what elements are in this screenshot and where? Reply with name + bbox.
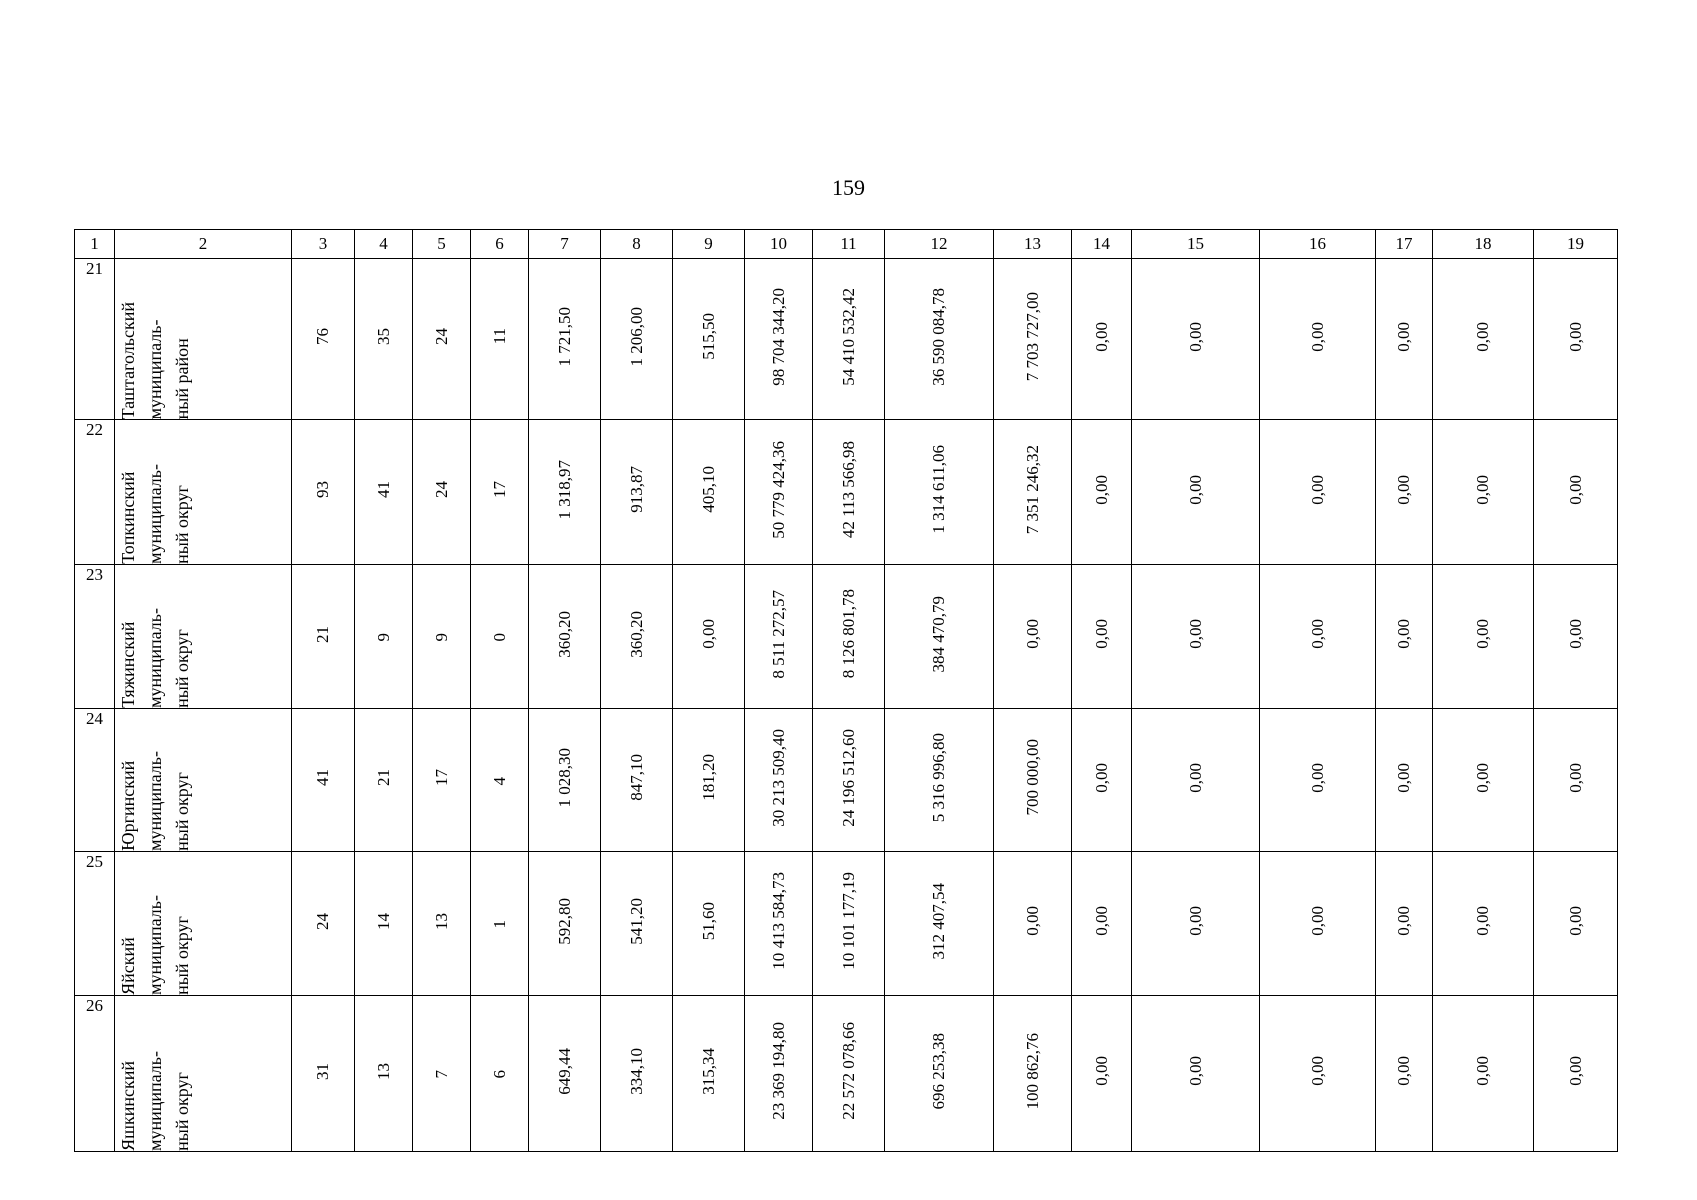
value-cell bbox=[813, 996, 885, 1152]
value-cell bbox=[994, 852, 1072, 996]
value-cell bbox=[994, 565, 1072, 709]
value-cell bbox=[1433, 565, 1534, 709]
cell-value: 1 721,50 bbox=[554, 306, 574, 367]
cell-value: 312 407,54 bbox=[929, 882, 948, 960]
cell-value: 696 253,38 bbox=[929, 1032, 948, 1110]
value-cell bbox=[529, 996, 601, 1152]
cell-value: 10 413 584,73 bbox=[768, 872, 788, 970]
municipality-cell bbox=[115, 852, 292, 996]
column-number: 8 bbox=[601, 230, 673, 259]
cell-value: 100 862,76 bbox=[1022, 1032, 1042, 1110]
value-cell bbox=[673, 420, 745, 565]
municipality-name: Юргинский муниципаль- ный округ bbox=[118, 751, 192, 851]
value-cell bbox=[413, 852, 471, 996]
cell-value: 847,10 bbox=[626, 754, 646, 801]
value-cell bbox=[673, 565, 745, 709]
cell-value: 0,00 bbox=[1473, 474, 1492, 505]
table-row bbox=[75, 565, 1618, 709]
cell-value: 0,00 bbox=[1307, 762, 1327, 793]
cell-value: 0,00 bbox=[1307, 906, 1327, 936]
column-number: 1 bbox=[75, 230, 115, 259]
cell-value: 649,44 bbox=[554, 1047, 574, 1095]
cell-value: 0,00 bbox=[1307, 321, 1327, 352]
cell-value: 360,20 bbox=[554, 610, 574, 658]
cell-value: 30 213 509,40 bbox=[768, 728, 788, 827]
cell-value: 1 bbox=[489, 920, 509, 929]
value-cell bbox=[413, 996, 471, 1152]
municipality-cell bbox=[115, 709, 292, 852]
value-cell bbox=[885, 565, 994, 709]
cell-value: 93 bbox=[313, 481, 332, 498]
value-cell bbox=[355, 852, 413, 996]
cell-value: 35 bbox=[373, 328, 393, 345]
column-number: 19 bbox=[1534, 230, 1618, 259]
value-cell bbox=[529, 852, 601, 996]
cell-value: 54 410 532,42 bbox=[838, 287, 858, 386]
table-row bbox=[75, 852, 1618, 996]
cell-value: 0,00 bbox=[1565, 474, 1585, 505]
value-cell bbox=[1534, 996, 1618, 1152]
cell-value: 0,00 bbox=[1091, 474, 1111, 505]
value-cell bbox=[994, 259, 1072, 420]
cell-value: 7 bbox=[431, 1070, 451, 1079]
cell-value: 76 bbox=[313, 328, 332, 345]
value-cell bbox=[471, 852, 529, 996]
value-cell bbox=[745, 852, 813, 996]
cell-value: 0,00 bbox=[1394, 619, 1413, 649]
cell-value: 384 470,79 bbox=[929, 595, 948, 673]
cell-value: 0,00 bbox=[1185, 762, 1205, 793]
cell-value: 1 318,97 bbox=[554, 459, 574, 520]
value-cell bbox=[1072, 852, 1132, 996]
value-cell bbox=[1132, 259, 1260, 420]
cell-value: 0,00 bbox=[1022, 619, 1042, 649]
column-number: 5 bbox=[413, 230, 471, 259]
cell-value: 24 bbox=[313, 912, 332, 930]
value-cell bbox=[813, 709, 885, 852]
value-cell bbox=[1534, 259, 1618, 420]
cell-value: 0,00 bbox=[1565, 906, 1585, 936]
value-cell bbox=[413, 420, 471, 565]
value-cell bbox=[745, 420, 813, 565]
value-cell bbox=[1433, 709, 1534, 852]
cell-value: 4 bbox=[489, 776, 509, 785]
page-number: 159 bbox=[832, 175, 865, 200]
cell-value: 6 bbox=[489, 1070, 509, 1079]
value-cell bbox=[601, 259, 673, 420]
value-cell bbox=[1072, 259, 1132, 420]
column-number: 10 bbox=[745, 230, 813, 259]
cell-value: 0,00 bbox=[1565, 1056, 1585, 1086]
value-cell bbox=[601, 420, 673, 565]
cell-value: 21 bbox=[373, 769, 393, 786]
cell-value: 0,00 bbox=[1091, 1056, 1111, 1086]
value-cell bbox=[813, 420, 885, 565]
value-cell bbox=[355, 709, 413, 852]
cell-value: 0,00 bbox=[1307, 619, 1327, 649]
cell-value: 0,00 bbox=[1565, 619, 1585, 649]
value-cell bbox=[994, 420, 1072, 565]
value-cell bbox=[813, 852, 885, 996]
value-cell bbox=[1132, 565, 1260, 709]
value-cell bbox=[745, 709, 813, 852]
column-number: 15 bbox=[1132, 230, 1260, 259]
value-cell bbox=[471, 709, 529, 852]
cell-value: 913,87 bbox=[626, 466, 646, 513]
value-cell bbox=[1132, 420, 1260, 565]
value-cell bbox=[355, 996, 413, 1152]
cell-value: 592,80 bbox=[554, 897, 574, 945]
column-number-row bbox=[75, 230, 1618, 259]
cell-value: 0 bbox=[489, 633, 509, 642]
cell-value: 541,20 bbox=[626, 897, 646, 945]
cell-value: 0,00 bbox=[1185, 474, 1205, 505]
value-cell bbox=[529, 709, 601, 852]
cell-value: 0,00 bbox=[1394, 906, 1413, 936]
cell-value: 8 511 272,57 bbox=[768, 589, 788, 679]
table-row bbox=[75, 420, 1618, 565]
value-cell bbox=[885, 709, 994, 852]
cell-value: 31 bbox=[313, 1062, 332, 1080]
column-number: 12 bbox=[885, 230, 994, 259]
cell-value: 334,10 bbox=[626, 1047, 646, 1095]
value-cell bbox=[813, 565, 885, 709]
cell-value: 0,00 bbox=[1307, 474, 1327, 505]
cell-value: 51,60 bbox=[698, 901, 718, 941]
cell-value: 700 000,00 bbox=[1022, 739, 1042, 816]
cell-value: 24 196 512,60 bbox=[838, 728, 858, 827]
value-cell bbox=[601, 709, 673, 852]
municipality-cell bbox=[115, 420, 292, 565]
value-cell bbox=[1132, 996, 1260, 1152]
value-cell bbox=[1376, 259, 1433, 420]
cell-value: 0,00 bbox=[1185, 619, 1205, 649]
municipality-name: Таштагольский муниципаль- ный район bbox=[118, 301, 192, 419]
data-table bbox=[74, 229, 1618, 1152]
cell-value: 41 bbox=[313, 769, 332, 786]
value-cell bbox=[292, 709, 355, 852]
value-cell bbox=[1260, 709, 1376, 852]
table-row bbox=[75, 709, 1618, 852]
value-cell bbox=[413, 259, 471, 420]
column-number: 3 bbox=[292, 230, 355, 259]
value-cell bbox=[885, 259, 994, 420]
value-cell bbox=[355, 420, 413, 565]
cell-value: 98 704 344,20 bbox=[768, 287, 788, 386]
cell-value: 0,00 bbox=[1394, 762, 1413, 793]
row-number: 26 bbox=[75, 996, 115, 1152]
column-number: 13 bbox=[994, 230, 1072, 259]
municipality-name: Топкинский муниципаль- ный округ bbox=[118, 464, 192, 564]
cell-value: 0,00 bbox=[1394, 474, 1413, 505]
value-cell bbox=[994, 709, 1072, 852]
value-cell bbox=[1072, 420, 1132, 565]
row-number: 23 bbox=[75, 565, 115, 709]
cell-value: 0,00 bbox=[1473, 906, 1492, 936]
value-cell bbox=[1433, 996, 1534, 1152]
value-cell bbox=[885, 420, 994, 565]
municipality-name: Яшкинский муниципаль- ный округ bbox=[118, 1051, 192, 1151]
cell-value: 9 bbox=[373, 633, 393, 642]
cell-value: 24 bbox=[431, 481, 451, 498]
value-cell bbox=[292, 420, 355, 565]
value-cell bbox=[813, 259, 885, 420]
value-cell bbox=[529, 565, 601, 709]
cell-value: 42 113 566,98 bbox=[838, 440, 858, 539]
value-cell bbox=[885, 996, 994, 1152]
value-cell bbox=[1433, 420, 1534, 565]
cell-value: 0,00 bbox=[698, 619, 718, 649]
cell-value: 1 028,30 bbox=[554, 747, 574, 808]
value-cell bbox=[1260, 996, 1376, 1152]
value-cell bbox=[1072, 565, 1132, 709]
row-number: 24 bbox=[75, 709, 115, 852]
value-cell bbox=[1433, 259, 1534, 420]
cell-value: 1 206,00 bbox=[626, 306, 646, 367]
value-cell bbox=[601, 996, 673, 1152]
value-cell bbox=[1072, 996, 1132, 1152]
value-cell bbox=[1376, 565, 1433, 709]
value-cell bbox=[1376, 709, 1433, 852]
value-cell bbox=[355, 565, 413, 709]
cell-value: 0,00 bbox=[1394, 1056, 1413, 1086]
value-cell bbox=[673, 852, 745, 996]
value-cell bbox=[1433, 852, 1534, 996]
column-number: 17 bbox=[1376, 230, 1433, 259]
row-number: 22 bbox=[75, 420, 115, 565]
column-number: 6 bbox=[471, 230, 529, 259]
value-cell bbox=[601, 565, 673, 709]
cell-value: 181,20 bbox=[698, 754, 718, 801]
cell-value: 0,00 bbox=[1185, 906, 1205, 936]
column-number: 14 bbox=[1072, 230, 1132, 259]
municipality-cell bbox=[115, 259, 292, 420]
column-number: 16 bbox=[1260, 230, 1376, 259]
column-number: 2 bbox=[115, 230, 292, 259]
value-cell bbox=[292, 996, 355, 1152]
cell-value: 0,00 bbox=[1473, 762, 1492, 793]
value-cell bbox=[471, 565, 529, 709]
value-cell bbox=[994, 996, 1072, 1152]
cell-value: 0,00 bbox=[1022, 906, 1042, 936]
value-cell bbox=[1534, 709, 1618, 852]
value-cell bbox=[1260, 420, 1376, 565]
value-cell bbox=[1260, 852, 1376, 996]
value-cell bbox=[1132, 709, 1260, 852]
cell-value: 41 bbox=[373, 481, 393, 498]
column-number: 18 bbox=[1433, 230, 1534, 259]
value-cell bbox=[1534, 420, 1618, 565]
cell-value: 0,00 bbox=[1091, 906, 1111, 936]
cell-value: 9 bbox=[431, 633, 451, 642]
cell-value: 22 572 078,66 bbox=[838, 1022, 858, 1120]
value-cell bbox=[601, 852, 673, 996]
column-number: 11 bbox=[813, 230, 885, 259]
cell-value: 24 bbox=[431, 328, 451, 345]
value-cell bbox=[745, 259, 813, 420]
municipality-cell bbox=[115, 565, 292, 709]
column-number: 4 bbox=[355, 230, 413, 259]
cell-value: 1 314 611,06 bbox=[929, 445, 948, 534]
cell-value: 36 590 084,78 bbox=[929, 287, 948, 386]
value-cell bbox=[1376, 852, 1433, 996]
value-cell bbox=[292, 259, 355, 420]
cell-value: 315,34 bbox=[698, 1047, 718, 1095]
value-cell bbox=[885, 852, 994, 996]
cell-value: 14 bbox=[373, 912, 393, 930]
cell-value: 13 bbox=[373, 1062, 393, 1080]
value-cell bbox=[1534, 852, 1618, 996]
value-cell bbox=[1260, 565, 1376, 709]
value-cell bbox=[413, 709, 471, 852]
column-number: 9 bbox=[673, 230, 745, 259]
value-cell bbox=[355, 259, 413, 420]
cell-value: 360,20 bbox=[626, 610, 646, 658]
cell-value: 50 779 424,36 bbox=[768, 440, 788, 539]
cell-value: 405,10 bbox=[698, 466, 718, 513]
municipality-name: Яйский муниципаль- ный округ bbox=[118, 895, 192, 995]
cell-value: 0,00 bbox=[1185, 1056, 1205, 1086]
value-cell bbox=[673, 996, 745, 1152]
cell-value: 0,00 bbox=[1307, 1056, 1327, 1086]
cell-value: 0,00 bbox=[1091, 321, 1111, 352]
value-cell bbox=[1260, 259, 1376, 420]
value-cell bbox=[673, 709, 745, 852]
cell-value: 7 351 246,32 bbox=[1022, 444, 1042, 535]
municipality-name: Тяжинский муниципаль- ный округ bbox=[118, 608, 192, 708]
cell-value: 0,00 bbox=[1091, 619, 1111, 649]
value-cell bbox=[413, 565, 471, 709]
cell-value: 515,50 bbox=[698, 313, 718, 360]
cell-value: 13 bbox=[431, 912, 451, 930]
cell-value: 8 126 801,78 bbox=[838, 589, 858, 679]
cell-value: 21 bbox=[313, 625, 332, 643]
cell-value: 0,00 bbox=[1394, 321, 1413, 352]
value-cell bbox=[471, 259, 529, 420]
municipality-cell bbox=[115, 996, 292, 1152]
value-cell bbox=[529, 420, 601, 565]
cell-value: 0,00 bbox=[1185, 321, 1205, 352]
cell-value: 10 101 177,19 bbox=[838, 872, 858, 970]
value-cell bbox=[471, 420, 529, 565]
column-number: 7 bbox=[529, 230, 601, 259]
value-cell bbox=[1376, 996, 1433, 1152]
cell-value: 0,00 bbox=[1565, 762, 1585, 793]
value-cell bbox=[292, 565, 355, 709]
table-row bbox=[75, 996, 1618, 1152]
cell-value: 0,00 bbox=[1473, 1056, 1492, 1086]
value-cell bbox=[529, 259, 601, 420]
value-cell bbox=[292, 852, 355, 996]
value-cell bbox=[471, 996, 529, 1152]
row-number: 21 bbox=[75, 259, 115, 420]
cell-value: 0,00 bbox=[1473, 321, 1492, 352]
value-cell bbox=[1132, 852, 1260, 996]
value-cell bbox=[1072, 709, 1132, 852]
cell-value: 0,00 bbox=[1091, 762, 1111, 793]
value-cell bbox=[745, 565, 813, 709]
cell-value: 11 bbox=[489, 328, 509, 345]
cell-value: 17 bbox=[489, 481, 509, 498]
table-row bbox=[75, 259, 1618, 420]
cell-value: 23 369 194,80 bbox=[768, 1022, 788, 1120]
value-cell bbox=[1534, 565, 1618, 709]
row-number: 25 bbox=[75, 852, 115, 996]
value-cell bbox=[745, 996, 813, 1152]
value-cell bbox=[1376, 420, 1433, 565]
cell-value: 5 316 996,80 bbox=[929, 732, 948, 823]
cell-value: 0,00 bbox=[1473, 619, 1492, 649]
value-cell bbox=[673, 259, 745, 420]
cell-value: 17 bbox=[431, 769, 451, 786]
cell-value: 7 703 727,00 bbox=[1022, 291, 1042, 382]
cell-value: 0,00 bbox=[1565, 321, 1585, 352]
